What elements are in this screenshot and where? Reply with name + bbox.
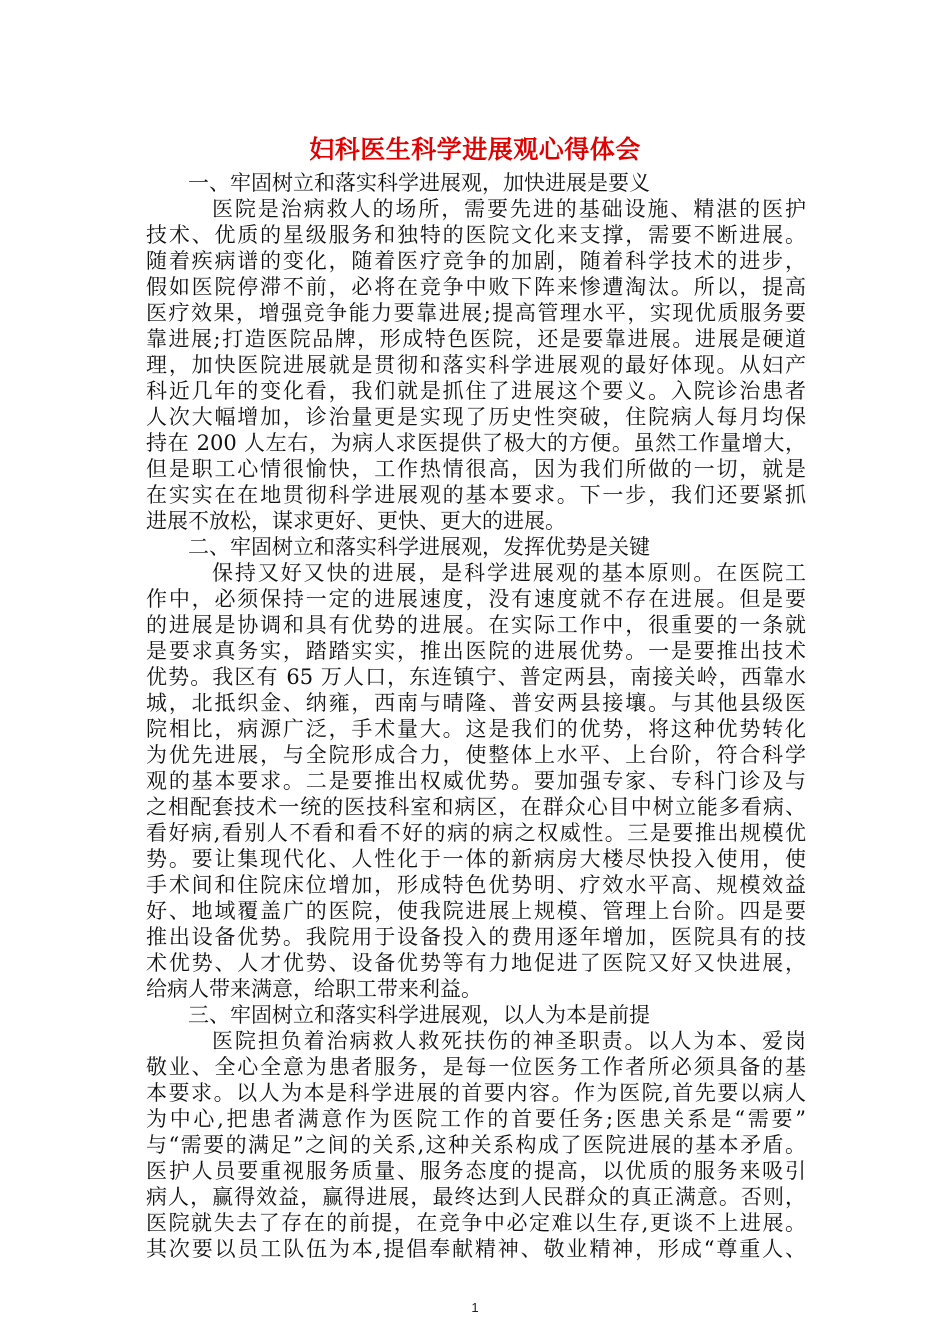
- paragraph-line: 本要求。以人为本是科学进展的首要内容。作为医院,首先要以病人: [146, 1081, 806, 1105]
- paragraph-line: 但是职工心情很愉快，工作热情很高，因为我们所做的一切，就是: [146, 457, 806, 481]
- paragraph-line: 假如医院停滞不前，必将在竞争中败下阵来惨遭淘汰。所以，提高: [146, 275, 806, 299]
- paragraph-line: 人次大幅增加，诊治量更是实现了历史性突破，住院病人每月均保: [146, 405, 806, 429]
- paragraph-line: 持在 200 人左右，为病人求医提供了极大的方便。虽然工作量增大，: [146, 431, 806, 455]
- paragraph-line: 优势。我区有 65 万人口，东连镇宁、普定两县，南接关岭，西靠水: [146, 665, 806, 689]
- paragraph-line: 技术、优质的星级服务和独特的医院文化来支撑，需要不断进展。: [146, 223, 806, 247]
- page-number: 1: [471, 1300, 479, 1315]
- paragraph-line: 为优先进展，与全院形成合力，使整体上水平、上台阶，符合科学: [146, 743, 806, 767]
- paragraph-line: 推出设备优势。我院用于设备投入的费用逐年增加，医院具有的技: [146, 925, 806, 949]
- paragraph-line: 医院就失去了存在的前提，在竞争中必定难以生存,更谈不上进展。: [146, 1211, 806, 1235]
- section-heading-1: 一、牢固树立和落实科学进展观，加快进展是要义: [188, 171, 650, 195]
- paragraph-line: 理，加快医院进展就是贯彻和落实科学进展观的最好体现。从妇产: [146, 353, 806, 377]
- paragraph-line: 城，北抵织金、纳雍，西南与晴隆、普安两县接壤。与其他县级医: [146, 691, 806, 715]
- document-body: [146, 170, 806, 1262]
- paragraph-line: 好、地域覆盖广的医院，使我院进展上规模、管理上台阶。四是要: [146, 899, 806, 923]
- paragraph-line: 之相配套技术一统的医技科室和病区，在群众心目中树立能多看病、: [146, 795, 806, 819]
- paragraph-line: 院相比，病源广泛，手术量大。这是我们的优势，将这种优势转化: [146, 717, 806, 741]
- paragraph-line: 医护人员要重视服务质量、服务态度的提高，以优质的服务来吸引: [146, 1159, 806, 1183]
- paragraph-line: 在实实在在地贯彻科学进展观的基本要求。下一步，我们还要紧抓: [146, 483, 806, 507]
- paragraph-line: 进展不放松，谋求更好、更快、更大的进展。: [146, 509, 566, 533]
- paragraph-line: 手术间和住院床位增加，形成特色优势明、疗效水平高、规模效益: [146, 873, 806, 897]
- paragraph-line: 的进展是协调和具有优势的进展。在实际工作中，很重要的一条就: [146, 613, 806, 637]
- paragraph-line: 其次要以员工队伍为本,提倡奉献精神、敬业精神，形成“尊重人、: [146, 1237, 806, 1261]
- paragraph-line: 作中，必须保持一定的进展速度，没有速度就不存在进展。但是要: [146, 587, 806, 611]
- paragraph-line: 与“需要的满足”之间的关系,这种关系构成了医院进展的基本矛盾。: [146, 1133, 806, 1157]
- paragraph-line: 医院是治病救人的场所，需要先进的基础设施、精湛的医护: [212, 197, 806, 221]
- paragraph-line: 科近几年的变化看，我们就是抓住了进展这个要义。入院诊治患者: [146, 379, 806, 403]
- paragraph-line: 术优势、人才优势、设备优势等有力地促进了医院又好又快进展，: [146, 951, 806, 975]
- section-heading-3: 三、牢固树立和落实科学进展观，以人为本是前提: [188, 1003, 650, 1027]
- paragraph-line: 靠进展;打造医院品牌，形成特色医院，还是要靠进展。进展是硬道: [146, 327, 806, 351]
- paragraph-line: 看好病,看别人不看和看不好的病的病之权威性。三是要推出规模优: [146, 821, 806, 845]
- paragraph-line: 是要求真务实，踏踏实实，推出医院的进展优势。一是要推出技术: [146, 639, 806, 663]
- paragraph-line: 保持又好又快的进展，是科学进展观的基本原则。在医院工: [212, 561, 806, 585]
- paragraph-line: 随着疾病谱的变化，随着医疗竞争的加剧，随着科学技术的进步，: [146, 249, 806, 273]
- paragraph-line: 观的基本要求。二是要推出权威优势。要加强专家、专科门诊及与: [146, 769, 806, 793]
- document-title: 妇科医生科学进展观心得体会: [309, 135, 641, 164]
- paragraph-line: 医疗效果，增强竞争能力要靠进展;提高管理水平，实现优质服务要: [146, 301, 806, 325]
- paragraph-line: 医院担负着治病救人救死扶伤的神圣职责。以人为本、爱岗: [212, 1029, 806, 1053]
- paragraph-line: 敬业、全心全意为患者服务，是每一位医务工作者所必须具备的基: [146, 1055, 806, 1079]
- paragraph-line: 为中心,把患者满意作为医院工作的首要任务;医患关系是“需要”: [146, 1107, 806, 1131]
- paragraph-line: 给病人带来满意，给职工带来利益。: [146, 977, 482, 1001]
- section-heading-2: 二、牢固树立和落实科学进展观，发挥优势是关键: [188, 535, 650, 559]
- paragraph-line: 势。要让集现代化、人性化于一体的新病房大楼尽快投入使用，使: [146, 847, 806, 871]
- paragraph-line: 病人，赢得效益，赢得进展，最终达到人民群众的真正满意。否则，: [146, 1185, 806, 1209]
